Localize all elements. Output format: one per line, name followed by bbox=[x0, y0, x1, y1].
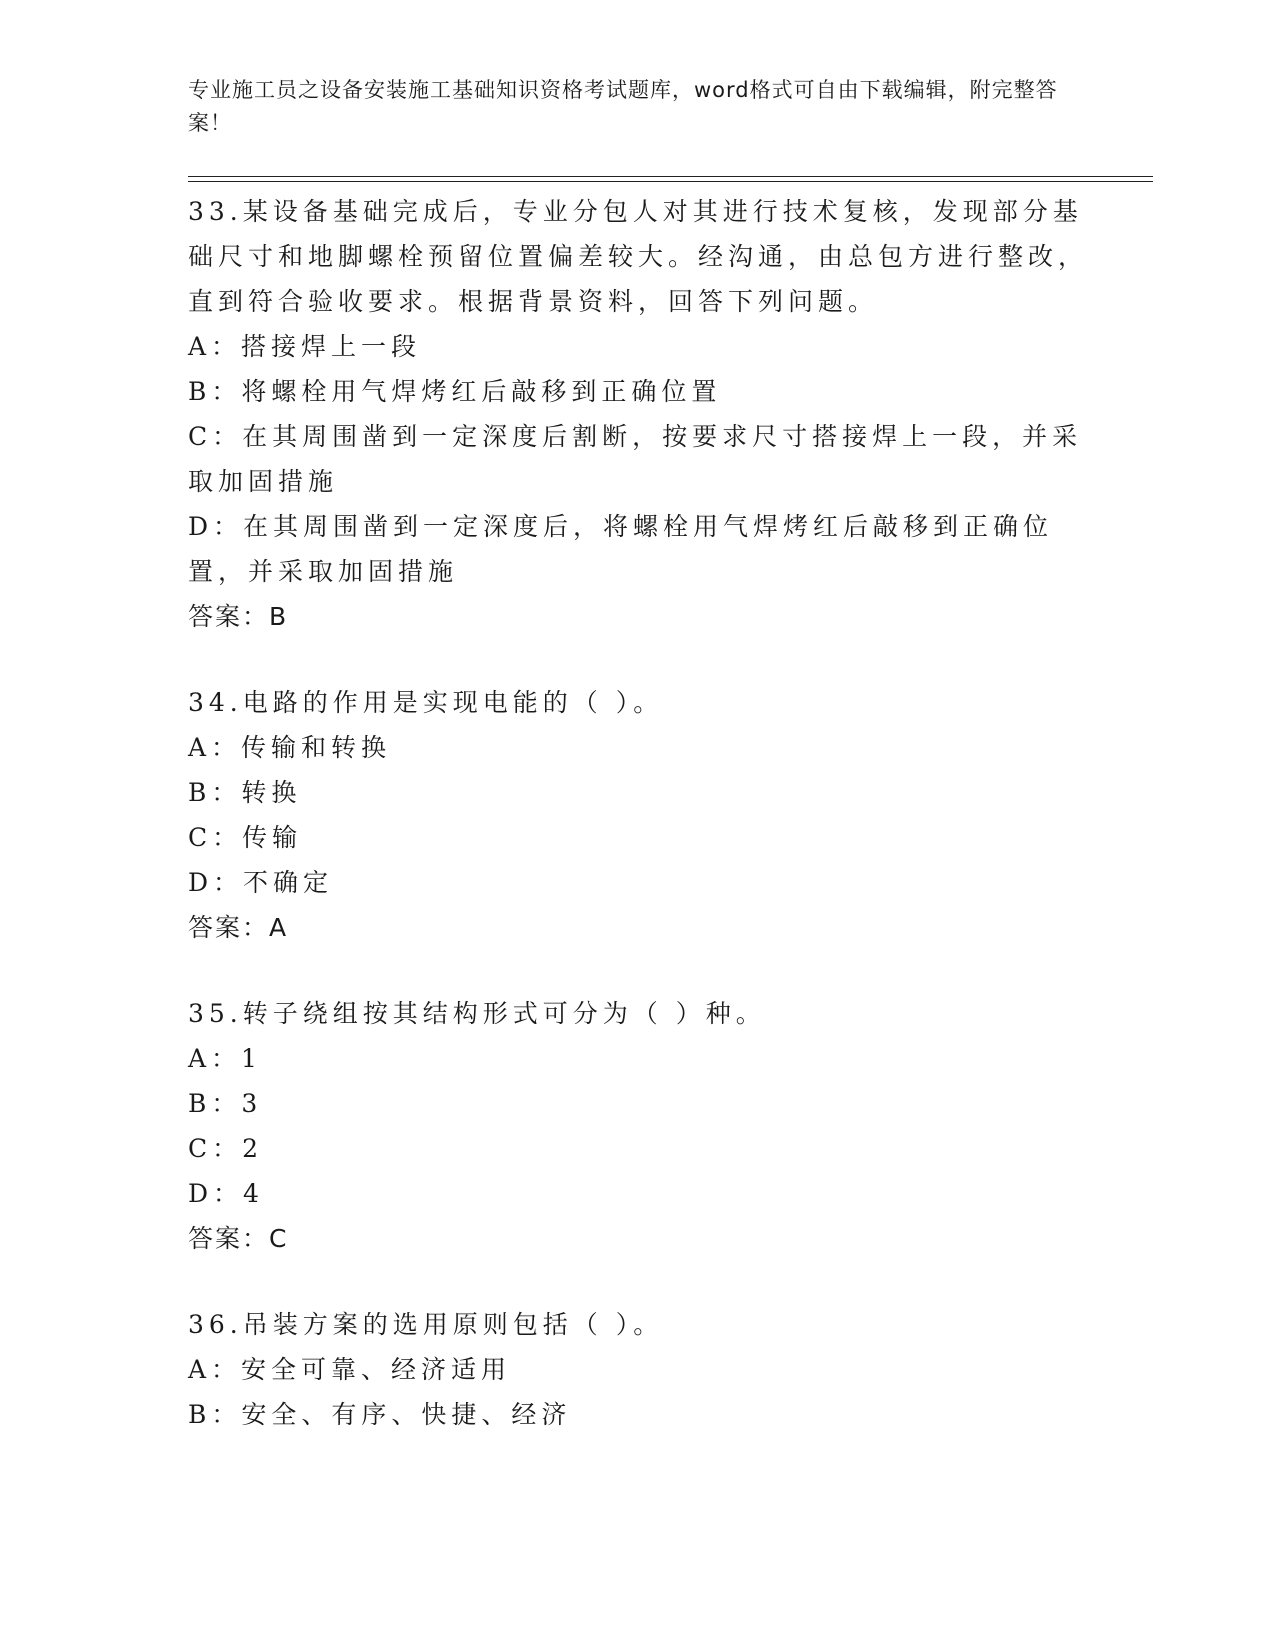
question-list bbox=[188, 189, 1088, 1478]
answer: 答案：C bbox=[188, 1224, 289, 1253]
option-b: B：3 bbox=[188, 1089, 263, 1118]
answer: 答案：B bbox=[188, 602, 289, 631]
option-d: D：4 bbox=[188, 1179, 264, 1208]
question-stem: 33.某设备基础完成后，专业分包人对其进行技术复核，发现部分基础尺寸和地脚螺栓预留位置偏差较大。经沟通，由总包方进行整改，直到符合验收要求。根据背景资料，回答下列问题。 bbox=[188, 197, 1089, 316]
document-header: 专业施工员之设备安装施工基础知识资格考试题库，word格式可自由下载编辑，附完整答案！ bbox=[188, 78, 1058, 135]
answer: 答案：A bbox=[188, 913, 289, 942]
header-rule-top bbox=[188, 176, 1153, 177]
option-a: A：1 bbox=[188, 1044, 262, 1073]
header-rule-bottom bbox=[188, 181, 1153, 182]
option-b: B：转换 bbox=[188, 778, 302, 807]
option-a: A：搭接焊上一段 bbox=[188, 332, 422, 361]
question-stem: 36.吊装方案的选用原则包括（ ）。 bbox=[188, 1310, 664, 1339]
option-d: D：不确定 bbox=[188, 868, 334, 897]
question-36 bbox=[188, 1302, 1088, 1437]
question-stem: 35.转子绕组按其结构形式可分为（ ）种。 bbox=[188, 999, 766, 1028]
option-d: D：在其周围凿到一定深度后，将螺栓用气焊烤红后敲移到正确位置，并采取加固措施 bbox=[188, 512, 1054, 586]
question-34 bbox=[188, 680, 1088, 950]
option-b: B：将螺栓用气焊烤红后敲移到正确位置 bbox=[188, 377, 722, 406]
option-c: C：在其周围凿到一定深度后割断，按要求尺寸搭接焊上一段，并采取加固措施 bbox=[188, 422, 1083, 496]
question-stem: 34.电路的作用是实现电能的（ ）。 bbox=[188, 688, 664, 717]
option-b: B：安全、有序、快捷、经济 bbox=[188, 1400, 572, 1429]
option-a: A：安全可靠、经济适用 bbox=[188, 1355, 512, 1384]
option-a: A：传输和转换 bbox=[188, 733, 392, 762]
option-c: C：2 bbox=[188, 1134, 264, 1163]
question-35 bbox=[188, 991, 1088, 1261]
option-c: C：传输 bbox=[188, 823, 303, 852]
question-33 bbox=[188, 189, 1088, 639]
